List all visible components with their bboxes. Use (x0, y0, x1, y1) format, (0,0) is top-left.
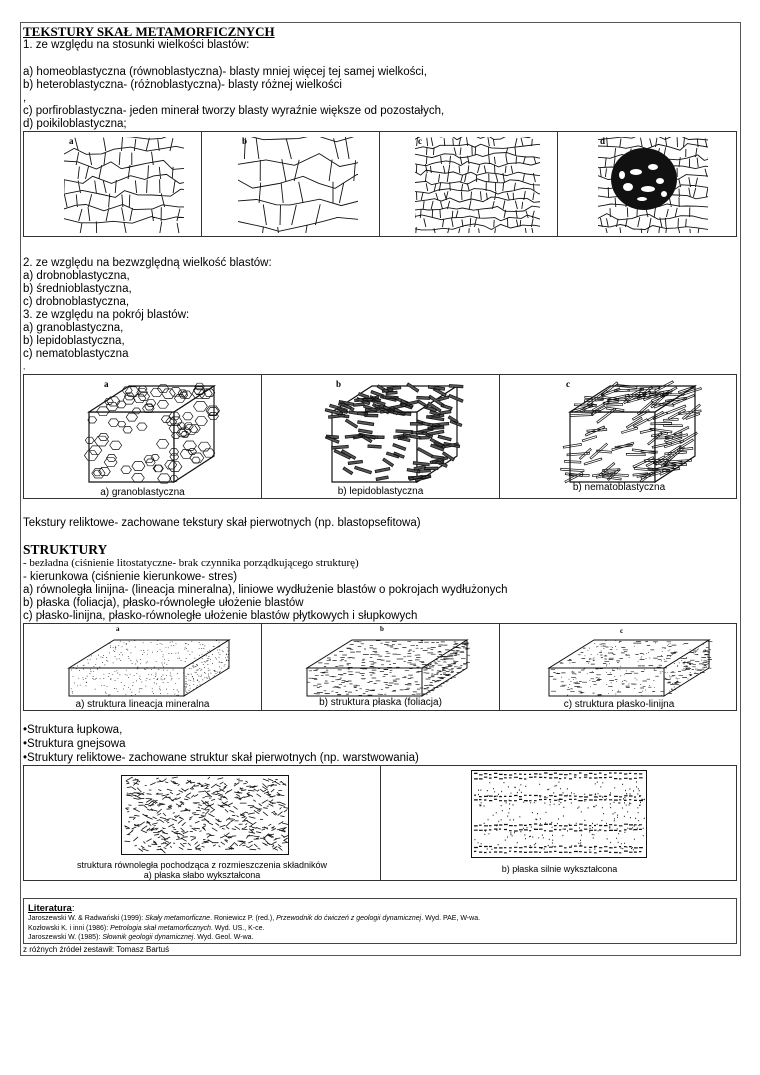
bullet-gneissic: •Struktura gnejsowa (23, 738, 126, 750)
homeoblastic-grain-sketch (64, 137, 184, 233)
figure-porphyroblastic (380, 132, 558, 236)
reference-3: Jaroszewski W. (1985): Słownik geologii dynamicznej. Wyd. Geol. W-wa. (28, 934, 254, 941)
caption-lineation: a) struktura lineacja mineralna (75, 699, 210, 710)
figure-planar-linear (500, 624, 738, 710)
literature-title: Literatura (28, 903, 72, 914)
footer-author: z różnych źródeł zestawił: Tomasz Bartuś (23, 945, 170, 954)
caption-weak-planar-2: a) płaska słabo wykształcona (143, 870, 261, 880)
figure-label: b (380, 625, 384, 633)
section2-heading: 2. ze względu na bezwzględną wielkość blastów: (23, 257, 272, 269)
figure-label: c (620, 627, 624, 635)
section3-item-a: a) granoblastyczna, (23, 322, 124, 334)
figure-blast-habit (23, 374, 737, 499)
figure-homeoblastic (24, 132, 202, 236)
bullet-slaty: •Struktura łupkowa, (23, 724, 123, 736)
figure-lepidoblastic (262, 375, 500, 498)
figure-structures (23, 623, 737, 711)
caption-lepidoblastic: b) lepidoblastyczna (337, 486, 424, 497)
figure-label: a (104, 379, 109, 389)
caption-weak-planar-1: struktura równoległa pochodząca z rozmieszczenia składników (76, 860, 328, 870)
section1-item-comma: , (23, 92, 27, 104)
section3-item-c: c) nematoblastyczna (23, 348, 129, 360)
foliation-block (302, 628, 472, 700)
figure-label: c (566, 379, 570, 389)
structures-line-2: - kierunkowa (ciśnienie kierunkowe- stres) (23, 571, 238, 583)
planar-linear-block (544, 628, 714, 700)
figure-label: a (116, 625, 120, 633)
reference-1: Jaroszewski W. & Radwański (1999): Skały metamorficzne. Roniewicz P. (red.), Przewodnik do ćwiczeń z geologii dynamicznej. Wyd. PAE, W-wa. (28, 915, 481, 922)
figure-label: a (69, 136, 74, 146)
reference-2: Kozłowski K. i inni (1986): Petrologia skał metamorficznych. Wyd. US., K-ce. (28, 924, 265, 932)
section2-item-b: b) średnioblastyczna, (23, 283, 132, 295)
literature-box (23, 898, 737, 944)
caption-nematoblastic: b) nematoblastyczna (572, 482, 666, 493)
figure-size-relations (23, 131, 737, 237)
figure-heteroblastic (202, 132, 380, 236)
section2-item-a: a) drobnoblastyczna, (23, 270, 130, 282)
figure-strong-planar (381, 766, 738, 880)
section1-heading: 1. ze względu na stosunki wielkości blastów: (23, 39, 250, 51)
structures-line-3: a) równoległa linijna- (lineacja mineralna), liniowe wydłużenie blastów o pokrojach wydłużonych (23, 584, 508, 596)
figure-nematoblastic (500, 375, 738, 498)
caption-planar-linear: c) struktura płasko-linijna (563, 699, 675, 710)
caption-strong-planar: b) płaska silnie wykształcona (501, 864, 618, 874)
structures-heading: STRUKTURY (23, 542, 108, 557)
figure-lineation (24, 624, 262, 710)
section2-item-c: c) drobnoblastyczna, (23, 296, 130, 308)
section1-item-b: b) heteroblastyczna- (różnoblastyczna)- blasty różnej wielkości (23, 79, 342, 91)
page-title: TEKSTURY SKAŁ METAMORFICZNYCH (23, 24, 275, 39)
strong-planar-sketch (471, 770, 647, 858)
nematoblastic-cube (560, 377, 710, 487)
figure-label: c (418, 136, 422, 146)
figure-planar-structures (23, 765, 737, 881)
section3-heading: 3. ze względu na pokrój blastów: (23, 309, 190, 321)
relict-textures-line: Tekstury reliktowe- zachowane tekstury skał pierwotnych (np. blastopsefitowa) (23, 517, 421, 529)
figure-weak-planar (24, 766, 381, 880)
bullet-relict: •Struktury reliktowe- zachowane struktur skał pierwotnych (np. warstwowania) (23, 752, 419, 764)
poikiloblast-crystal (598, 137, 708, 233)
heteroblastic-grain-sketch (238, 137, 358, 233)
section1-item-d: d) poikiloblastyczna; (23, 118, 127, 130)
caption-granoblastic: a) granoblastyczna (100, 487, 185, 498)
caption-foliation: b) struktura płaska (foliacja) (319, 697, 442, 708)
section3-comma: , (23, 362, 26, 371)
weak-planar-sketch (121, 775, 289, 855)
figure-label: d (600, 136, 606, 146)
literature-colon: : (71, 903, 75, 914)
granoblastic-cube (79, 377, 229, 487)
lineation-block (64, 628, 234, 700)
structures-line-1: - bezładna (ciśnienie litostatyczne- brak czynnika porządkującego strukturę) (23, 557, 359, 569)
figure-granoblastic (24, 375, 262, 498)
section3-item-b: b) lepidoblastyczna, (23, 335, 125, 347)
figure-poikiloblastic (558, 132, 736, 236)
figure-foliation (262, 624, 500, 710)
porphyroblastic-grain-sketch (415, 137, 540, 233)
structures-line-5: c) płasko-linijna, płasko-równoległe ułożenie blastów płytkowych i słupkowych (23, 610, 418, 622)
figure-label: b (242, 136, 248, 146)
section1-item-a: a) homeoblastyczna (równoblastyczna)- blasty mniej więcej tej samej wielkości, (23, 66, 427, 78)
figure-label: b (336, 379, 342, 389)
structures-line-4: b) płaska (foliacja), płasko-równoległe ułożenie blastów (23, 597, 304, 609)
lepidoblastic-cube (322, 377, 472, 487)
section1-item-c: c) porfiroblastyczna- jeden minerał tworzy blasty wyraźnie większe od pozostałych, (23, 105, 445, 117)
